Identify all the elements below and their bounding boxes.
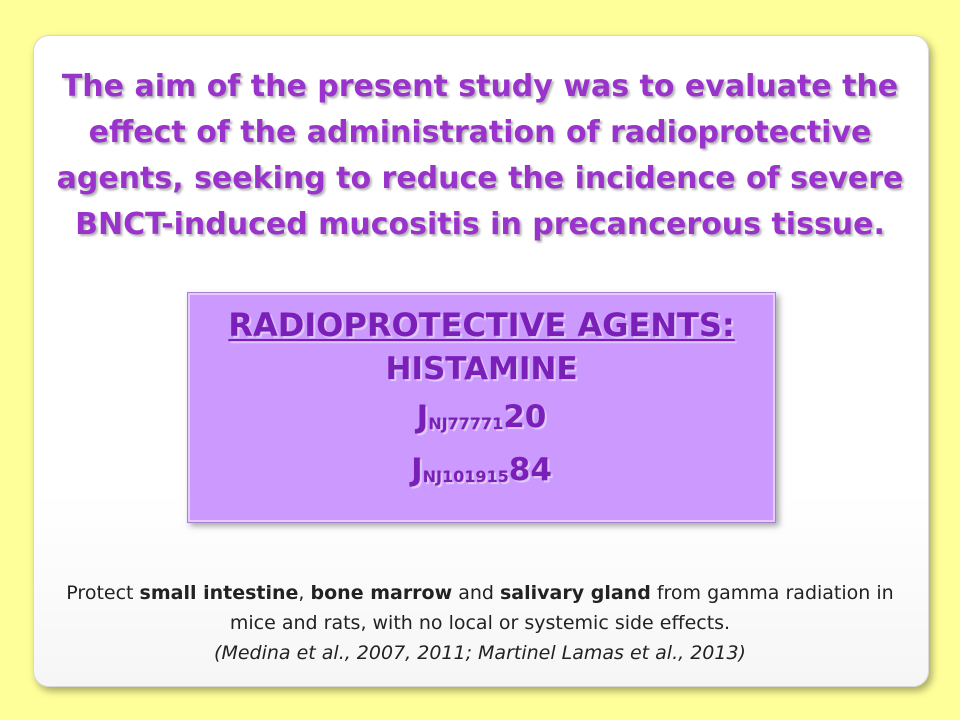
agent-suffix: 84	[508, 452, 552, 488]
organ-bone-marrow: bone marrow	[310, 582, 453, 604]
organ-salivary-gland: salivary gland	[500, 582, 651, 604]
protection-detail: from gamma radiation in mice and rats, with no local or systemic side effects.	[229, 582, 894, 634]
agent-prefix: J	[416, 399, 429, 435]
protection-summary	[60, 578, 900, 668]
aim-statement: The aim of the present study was to evaluate the effect of the administration of radioprotective agents, seeking to reduce the incidence of severe BNCT-induced mucositis in precancerous tissue.	[56, 69, 904, 242]
agent-subscript: NJ101915	[422, 467, 509, 486]
organ-small-intestine: small intestine	[139, 582, 299, 604]
agent-jnj10191584	[188, 446, 775, 499]
radioprotective-agents-box	[187, 292, 776, 523]
agent-subscript: NJ77771	[428, 414, 504, 433]
agents-list	[188, 305, 775, 499]
agent-suffix: 20	[503, 399, 547, 435]
separator: ,	[298, 582, 311, 604]
protect-verb: Protect	[66, 582, 140, 604]
separator: and	[452, 582, 500, 604]
agent-prefix: J	[411, 452, 423, 488]
agent-histamine: HISTAMINE	[385, 351, 578, 387]
citation: (Medina et al., 2007, 2011; Martinel Lamas et al., 2013)	[214, 642, 746, 664]
agents-title: RADIOPROTECTIVE AGENTS:	[228, 306, 735, 344]
agent-jnj7777120	[188, 393, 775, 446]
